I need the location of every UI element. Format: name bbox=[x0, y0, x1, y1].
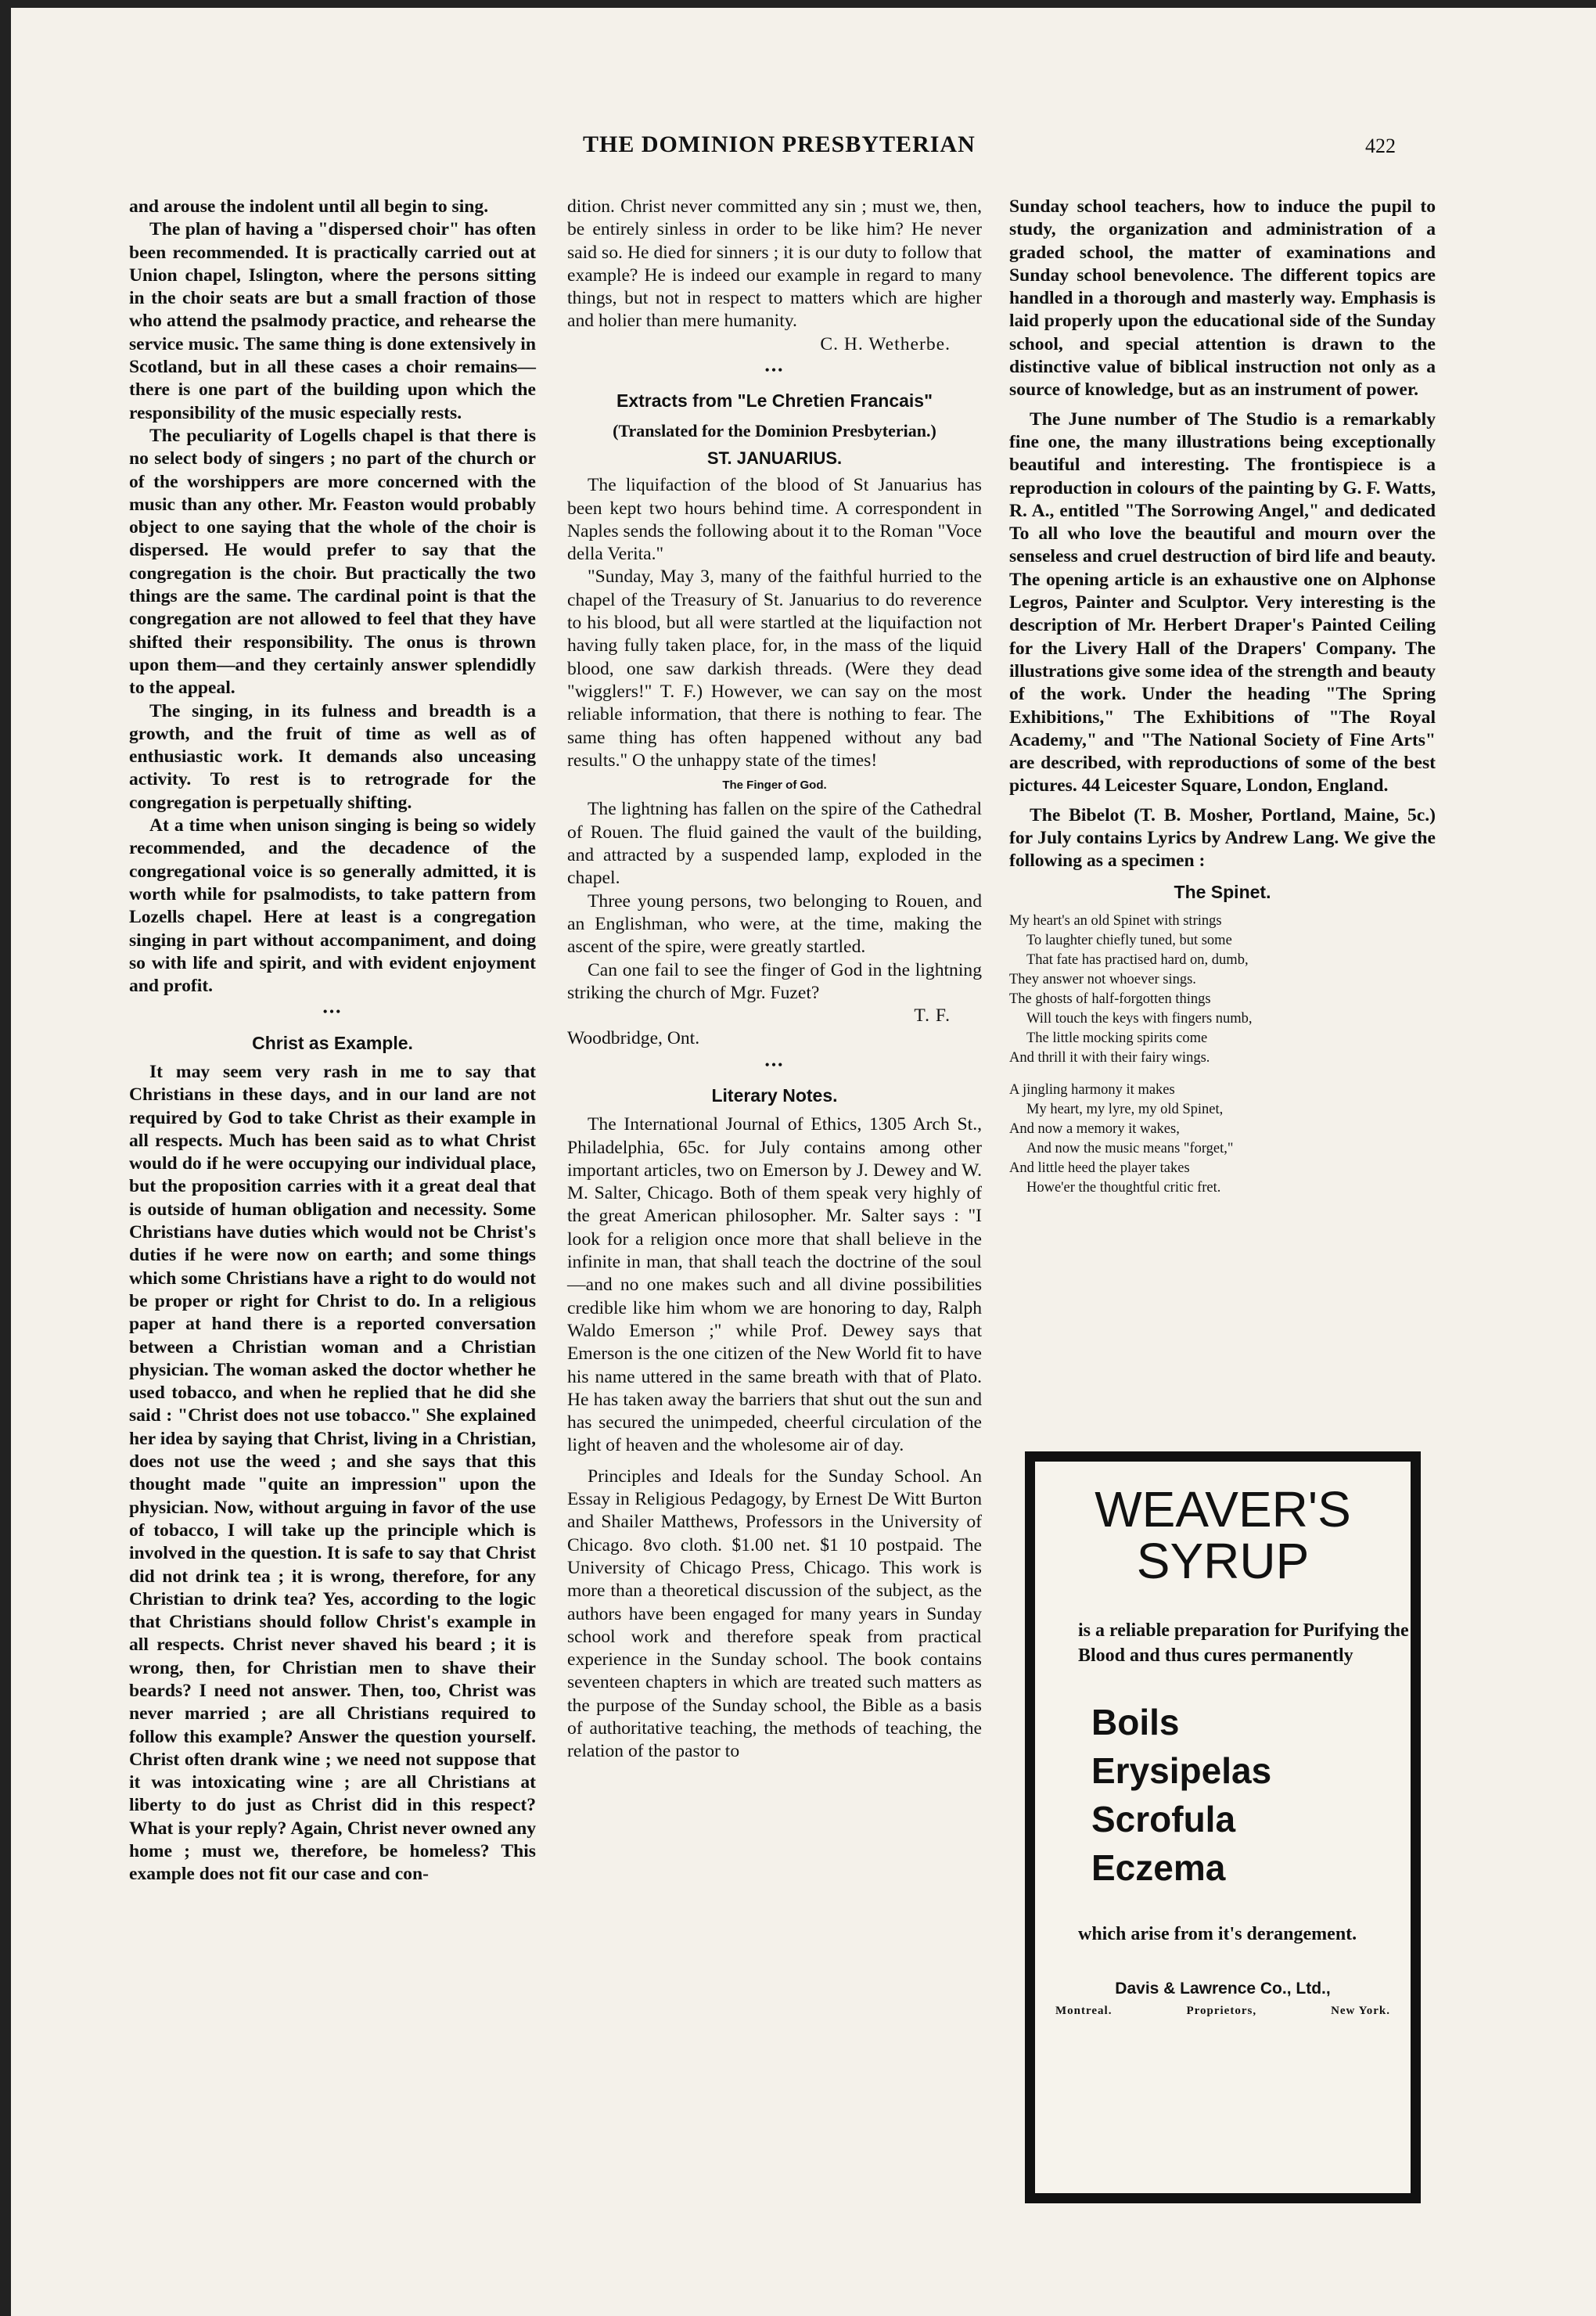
poem-line: The little mocking spirits come bbox=[1026, 1030, 1208, 1046]
paragraph: Three young persons, two belonging to Rouen, and an Englishman, who were, at the time, making the ascent of the spire, were greatly startled. bbox=[567, 890, 982, 958]
poem-line: Will touch the keys with fingers numb, bbox=[1026, 1010, 1253, 1027]
paragraph: The Bibelot (T. B. Mosher, Portland, Maine, 5c.) for July contains Lyrics by Andrew Lang. We give the following as a specimen : bbox=[1009, 804, 1436, 872]
ad-ailments-list bbox=[1091, 1698, 1411, 1892]
ad-ailment: Scrofula bbox=[1091, 1799, 1236, 1839]
article-heading-literary-notes: Literary Notes. bbox=[711, 1084, 838, 1106]
ad-ailment: Eczema bbox=[1091, 1847, 1226, 1888]
author-initials: T. F. bbox=[914, 1005, 951, 1027]
poem bbox=[1009, 912, 1436, 1198]
page-title: THE DOMINION PRESBYTERIAN bbox=[583, 131, 976, 157]
subheading-finger-of-god: The Finger of God. bbox=[722, 779, 827, 793]
section-separator: ••• bbox=[764, 1056, 785, 1073]
article-heading-extracts: Extracts from "Le Chretien Francais" bbox=[616, 390, 933, 412]
paragraph: The International Journal of Ethics, 1305 Arch St., Philadelphia, 65c. for July contains among other important articles, two on Emerson by J. Dewey and W. M. Salter, Chicago. Both of them speak very highly of the great American philosopher. Mr. Salter says : "I look for a religion once more that shall believe in the infinite in man, that shall teach the doctrine of the soul—and no one makes such and all divine possibilities credible like him whom we are honoring to day, Ralph Waldo Emerson ;" while Prof. Dewey says that Emerson is the one citizen of the New World fit to have his name uttered in the same breath with that of Plato. He has taken away the barriers that shut out the sun and has secured the unimpeded, cheerful circulation of the light of heaven and the wholesome air of day. bbox=[567, 1114, 982, 1456]
column-3 bbox=[1009, 196, 1436, 1210]
scan-edge-left bbox=[0, 0, 11, 2316]
poem-title-the-spinet: The Spinet. bbox=[1174, 881, 1271, 902]
ad-cause-text: which arise from it's derangement. bbox=[1078, 1924, 1357, 1944]
ad-address-line bbox=[1055, 2005, 1390, 2018]
ad-city-left: Montreal. bbox=[1055, 2005, 1113, 2017]
poem-line: And now the music means "forget," bbox=[1026, 1140, 1234, 1156]
paragraph: "Sunday, May 3, many of the faithful hurried to the chapel of the Treasury of St. Januarius to do reverence to his blood, but all were startled at the liquifaction not having fully taken place, for, in the mass of the liquid blood, one saw darkish threads. (Were they dead "wigglers!" T. F.) However, we can say on the most reliable information, that there is nothing to fear. The same thing has often happened without any bad results." O the unhappy state of the times! bbox=[567, 566, 982, 771]
paragraph: dition. Christ never committed any sin ; must we, then, be entirely sinless in order to be like him? He never said so. He died for sinners ; it is our duty to follow that example? He is indeed our example in regard to many things, but not in respect to matters which are higher and holier than mere humanity. bbox=[567, 196, 982, 332]
translation-note: (Translated for the Dominion Presbyterian.) bbox=[613, 420, 936, 441]
paragraph: At a time when unison singing is being so widely recommended, and the decadence of the congregational voice is so generally admitted, it is worth while for psalmodists, to take pattern from Lozells chapel. Here at least is a congregation singing in part without accompaniment, and doing so with life and spirit, and with evident enjoyment and profit. bbox=[129, 815, 536, 997]
poem-stanza bbox=[1009, 912, 1436, 1068]
paragraph: The singing, in its fulness and breadth is a growth, and the fruit of time as well as of enthusiastic work. It demands also unceasing activity. To rest is to retrograde for the congregation is perpetually shifting. bbox=[129, 700, 536, 813]
paragraph: Can one fail to see the finger of God in the lightning striking the church of Mgr. Fuzet? bbox=[567, 959, 982, 1003]
paragraph: and arouse the indolent until all begin to sing. bbox=[129, 196, 489, 217]
article-heading-christ-as-example: Christ as Example. bbox=[252, 1032, 413, 1053]
author-signature: C. H. Wetherbe. bbox=[820, 333, 951, 354]
ad-city-right: New York. bbox=[1331, 2005, 1390, 2017]
poem-line: And little heed the player takes bbox=[1009, 1160, 1190, 1176]
poem-line: Howe'er the thoughtful critic fret. bbox=[1026, 1179, 1221, 1196]
poem-line: The ghosts of half-forgotten things bbox=[1009, 991, 1211, 1007]
poem-line: They answer not whoever sings. bbox=[1009, 971, 1196, 987]
advertisement-weavers-syrup bbox=[1025, 1451, 1421, 2203]
paragraph: The lightning has fallen on the spire of the Cathedral of Rouen. The fluid gained the vault of the building, and attracted by a suspended lamp, exploded in the chapel. bbox=[567, 799, 982, 889]
ad-description: is a reliable preparation for Purifying the Blood and thus cures permanently bbox=[1078, 1620, 1409, 1666]
paragraph: Principles and Ideals for the Sunday School. An Essay in Religious Pedagogy, by Ernest De Witt Burton and Shailer Matthews, Professors in the University of Chicago. 8vo cloth. $1.00 net. $1 10 postpaid. The University of Chicago Press, Chicago. This work is more than a theoretical discussion of the subject, as the authors have been engaged for many years in Sunday school work and therefore speak from practical experience in the Sunday school. The book contains seventeen chapters in which are treated such matters as the purpose of the Sunday school, the Bible as a basis of authoritative teaching, the methods of teaching, the relation of the pastor to bbox=[567, 1465, 982, 1762]
dateline: Woodbridge, Ont. bbox=[567, 1028, 700, 1049]
column-2 bbox=[567, 196, 982, 1764]
paragraph: The peculiarity of Logells chapel is that there is no select body of singers ; no part of the church or of the worshippers are more concerned with the music than any other. Mr. Feaston would probably object to one saying that the whole of the choir is dispersed. He would prefer to say that the congregation is the choir. But practically the two things are the same. The cardinal point is that the congregation are not allowed to feel that they have shifted their responsibility. The onus is thrown upon them—and they certainly answer splendidly to the appeal. bbox=[129, 425, 536, 699]
poem-line: My heart's an old Spinet with strings bbox=[1009, 912, 1222, 929]
paragraph: The liquifaction of the blood of St Januarius has been kept two hours behind time. A correspondent in Naples sends the following about it to the Roman "Voce della Verita." bbox=[567, 475, 982, 565]
ad-company-name: Davis & Lawrence Co., Ltd., bbox=[1115, 1980, 1331, 1998]
ad-brand-line: SYRUP bbox=[1136, 1533, 1310, 1589]
ad-brand-line: WEAVER'S bbox=[1095, 1481, 1351, 1537]
scan-edge-top bbox=[0, 0, 1596, 8]
paragraph: It may seem very rash in me to say that Christians in these days, and in our land are not required by God to take Christ as their example in all respects. Much has been said as to what Christ would do if he were occupying our individual place, but the proposition carries with it a great deal that is outside of human obligation and necessity. Some Christians have duties which would not be Christ's duties if he were now on earth; and some things which some Christians have a right to do would not be proper or right for Christ to do. In a religious paper at hand there is a reported conversation between a Christian woman and a Christian physician. The woman asked the doctor whether he used tobacco, and when he replied that he did she said : "Christ does not use tobacco." She explained her idea by saying that Christ, living in a Christian, does not use the weed ; and she says that this thought made "quite an impression" upon the physician. Now, without arguing in favor of the use of tobacco, I will take up the principle which is involved in the question. It is safe to say that Christ did not drink tea ; it is wrong, therefore, for any Christian to drink tea? Yes, according to the logic that Christians should follow Christ's example in all respects. Christ never shaved his beard ; it is wrong, then, for Christian men to shave their beards? I need not answer. Then, too, Christ was never married ; are all Christians required to follow this example? Answer the question yourself. Christ often drank wine ; we need not suppose that it was intoxicating wine ; are all Christians at liberty to do just as Christ did in this respect? What is your reply? Again, Christ never owned any home ; must we, therefore, be homeless? This example does not fit our case and con- bbox=[129, 1061, 536, 1885]
poem-line: To laughter chiefly tuned, but some bbox=[1026, 932, 1232, 948]
section-separator: ••• bbox=[322, 1004, 343, 1020]
column-1 bbox=[129, 196, 536, 1886]
page-number: 422 bbox=[1365, 135, 1396, 157]
section-separator: ••• bbox=[764, 362, 785, 379]
paragraph: Sunday school teachers, how to induce the pupil to study, the organization and administration of a graded school, the matter of examinations and Sunday school benevolence. The different topics are handled in a thorough and masterly way. Emphasis is laid properly upon the educational side of the Sunday school, and special attention is drawn to the distinctive value of biblical instruction not only as a source of knowledge, but as an instrument of power. bbox=[1009, 196, 1436, 401]
poem-line: And thrill it with their fairy wings. bbox=[1009, 1049, 1210, 1066]
poem-line: That fate has practised hard on, dumb, bbox=[1026, 951, 1249, 968]
page-header bbox=[0, 131, 1596, 171]
poem-line: A jingling harmony it makes bbox=[1009, 1081, 1175, 1098]
poem-line: My heart, my lyre, my old Spinet, bbox=[1026, 1101, 1224, 1117]
ad-ailment: Boils bbox=[1091, 1702, 1180, 1742]
paragraph: The June number of The Studio is a remarkably fine one, the many illustrations being exceptionally beautiful and interesting. The frontispiece is a reproduction in colours of the painting by G. F. Watts, R. A., entitled "The Sorrowing Angel," and dedicated To all who love the beautiful and mourn over the senseless and cruel destruction of bird life and beauty. The opening article is an exhaustive one on Alphonse Legros, Painter and Sculptor. Very interesting is the description of Mr. Herbert Draper's Painted Ceiling for the Livery Hall of the Drapers' Company. The illustrations give some idea of the strength and beauty of the work. Under the heading "The Spring Exhibitions," The Exhibitions of "The Royal Academy," and "The National Society of Fine Arts" are described, with reproductions of some of the best pictures. 44 Leicester Square, London, England. bbox=[1009, 408, 1436, 797]
ad-ailment: Erysipelas bbox=[1091, 1750, 1272, 1791]
subheading-st-januarius: ST. JANUARIUS. bbox=[706, 448, 843, 468]
paragraph: The plan of having a "dispersed choir" has often been recommended. It is practically carried out at Union chapel, Islington, where the persons sitting in the choir seats are but a small fraction of those who attend the psalmody practice, and rehearse the service music. The same thing is done extensively in Scotland, but in all these cases a choir remains—there is one part of the building upon which the responsibility of the music especially rests. bbox=[129, 219, 536, 423]
poem-stanza bbox=[1009, 1081, 1436, 1198]
poem-line: And now a memory it wakes, bbox=[1009, 1120, 1180, 1137]
ad-proprietors: Proprietors, bbox=[1186, 2005, 1257, 2017]
